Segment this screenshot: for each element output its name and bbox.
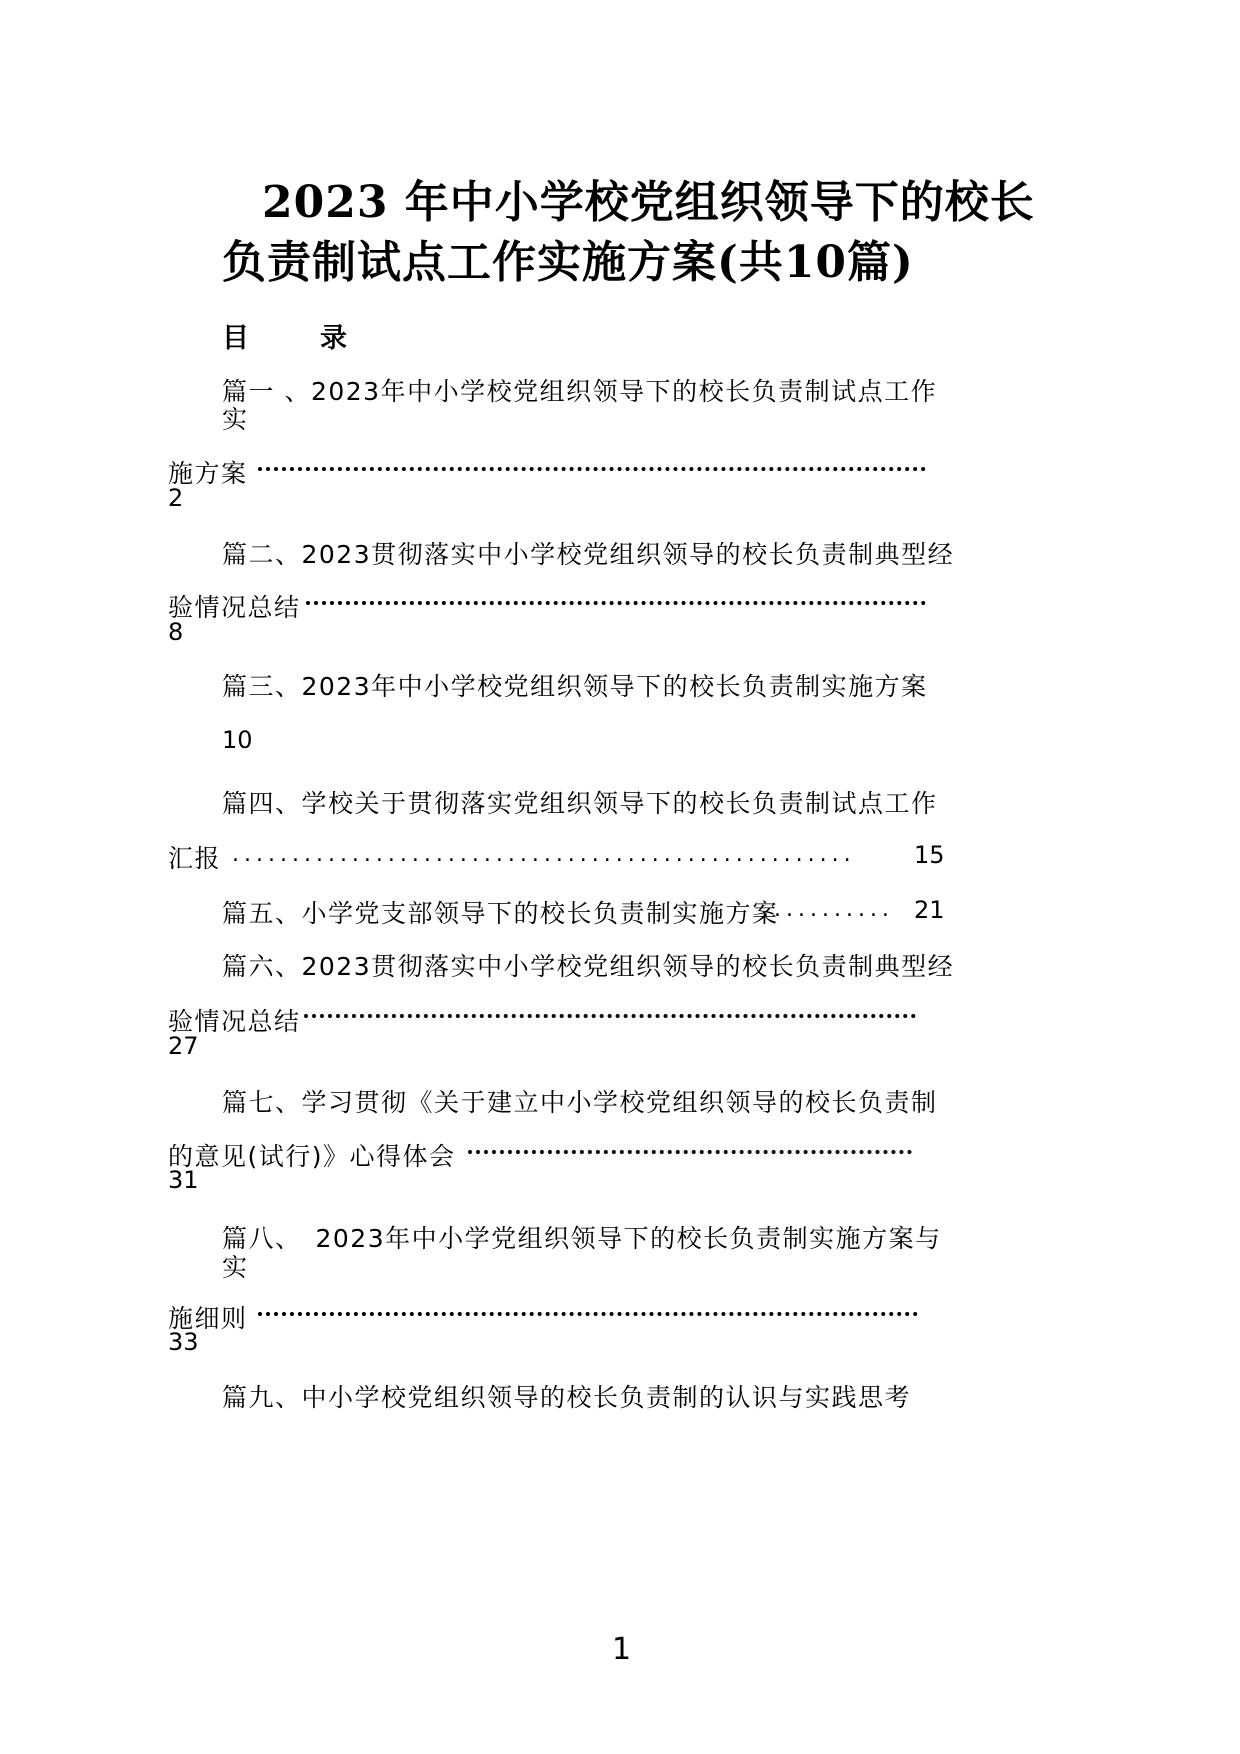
toc-entry-4-line-1[interactable]: 篇四、学校关于贯彻落实党组织领导下的校长负责制试点工作 (222, 789, 938, 818)
toc-entry-1-page: 2 (168, 484, 184, 512)
toc-entry-6-page: 27 (168, 1032, 199, 1060)
toc-entry-9-line-1[interactable]: 篇九、中小学校党组织领导的校长负责制的认识与实践思考 (222, 1383, 912, 1412)
toc-entry-1-line-1[interactable]: 篇一 、2023年中小学校党组织领导下的校长负责制试点工作 (222, 377, 938, 406)
page-number: 1 (612, 1632, 632, 1667)
toc-leader-dots (306, 601, 926, 605)
toc-leader-dots (304, 1014, 916, 1018)
toc-entry-7-line-2: 的意见(试行)》心得体会 (168, 1142, 456, 1171)
toc-entry-3-page: 10 (222, 726, 253, 754)
toc-leader-dots (258, 467, 926, 471)
toc-entry-2-page: 8 (168, 618, 184, 646)
toc-entry-4-page: 15 (914, 841, 945, 869)
toc-entry-6-line-1[interactable]: 篇六、2023贯彻落实中小学校党组织领导的校长负责制典型经 (222, 952, 955, 981)
toc-entry-6-line-2: 验情况总结 (168, 1007, 301, 1036)
toc-entry-8-page: 33 (168, 1328, 199, 1356)
toc-entry-8-line-2: 施细则 (168, 1304, 248, 1333)
toc-leader-dots (468, 1150, 912, 1154)
toc-entry-2-line-2: 验情况总结 (168, 593, 301, 622)
toc-entry-2-line-1[interactable]: 篇二、2023贯彻落实中小学校党组织领导的校长负责制典型经 (222, 540, 955, 569)
toc-leader-dots (258, 1312, 918, 1316)
toc-leader-dots: ........... (762, 897, 894, 922)
toc-entry-4-line-2: 汇报 (168, 844, 222, 873)
toc-entry-3-line-1[interactable]: 篇三、2023年中小学校党组织领导下的校长负责制实施方案 (222, 672, 928, 701)
toc-entry-8-line-1-wrap: 实 (222, 1253, 249, 1282)
toc-entry-5-page: 21 (914, 896, 945, 924)
toc-entry-1-line-2: 施方案 (168, 459, 248, 488)
toc-leader-dots: .................................................... (232, 842, 856, 867)
toc-entry-7-page: 31 (168, 1166, 199, 1194)
toc-entry-5-line-1[interactable]: 篇五、小学党支部领导下的校长负责制实施方案 (222, 899, 779, 928)
toc-heading: 目 录 (222, 323, 369, 354)
toc-entry-8-line-1[interactable]: 篇八、 2023年中小学党组织领导下的校长负责制实施方案与 (222, 1224, 942, 1253)
document-title-line-1: 2023 年中小学校党组织领导下的校长 (262, 177, 1035, 228)
toc-entry-7-line-1[interactable]: 篇七、学习贯彻《关于建立中小学校党组织领导的校长负责制 (222, 1088, 938, 1117)
toc-entry-1-line-1-wrap: 实 (222, 405, 249, 434)
document-title-line-2: 负责制试点工作实施方案(共10篇) (222, 237, 914, 288)
